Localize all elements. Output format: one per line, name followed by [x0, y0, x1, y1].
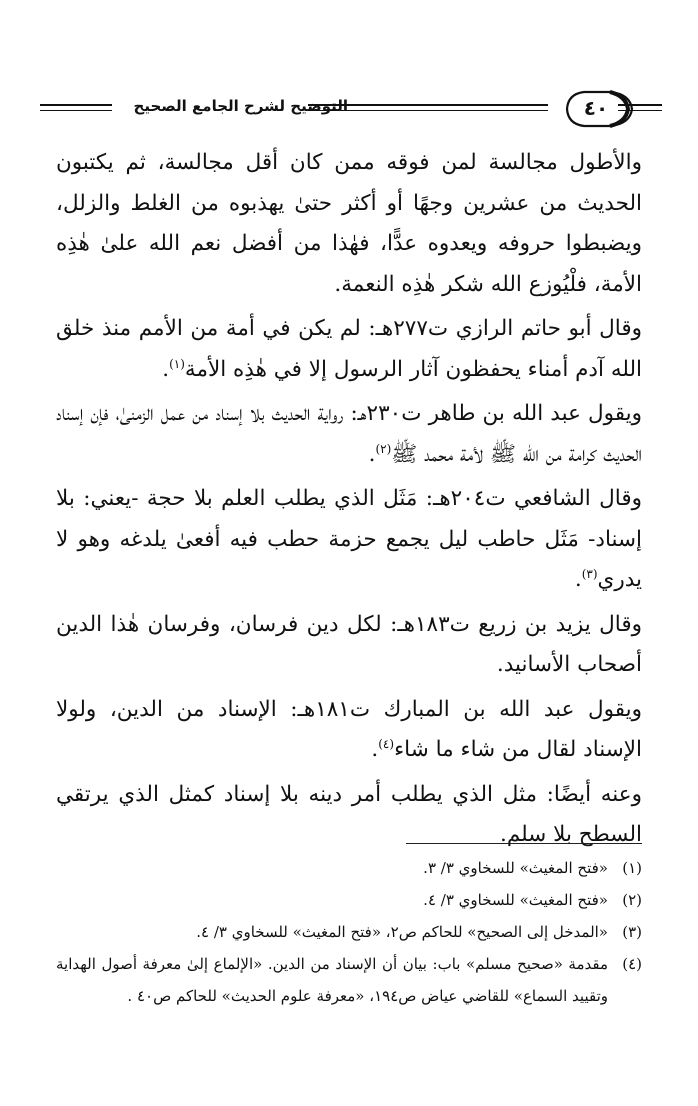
footnote: [56, 852, 642, 884]
main-text: [56, 143, 642, 856]
paragraph-end: .: [368, 441, 376, 467]
paragraph: [56, 394, 642, 475]
paragraph-text: وقال أبو حاتم الرازي ت٢٧٧هـ: لم يكن في أمة من الأمم منذ خلق الله آدم أمناء يحفظون آثار الرسول إلا في هٰذِه الأمة: [56, 316, 642, 382]
running-header: [40, 90, 662, 130]
page-number: ٤٠: [583, 96, 609, 120]
footnote-ref: (٣): [581, 566, 598, 581]
footnote-number: (٣): [622, 923, 642, 941]
footnote-number: (٤): [622, 955, 642, 973]
header-rule: [40, 104, 112, 106]
paragraph: [56, 605, 642, 686]
page-number-badge: [564, 90, 634, 128]
footnote-text: مقدمة «صحيح مسلم» باب: بيان أن الإسناد من الدين. «الإلماع إلىٰ معرفة أصول الهداية وتقييد السماع» للقاضي عياض ص١٩٤، «معرفة علوم الحديث» للحاكم ص٤٠ .: [56, 955, 608, 1005]
paragraph-text: وقال يزيد بن زريع ت١٨٣هـ: لكل دين فرسان، وفرسان هٰذا الدين أصحاب الأسانيد.: [56, 611, 642, 677]
paragraph-text: ويقول عبد الله بن طاهر ت٢٣٠هـ: رواية الحديث بلا إسناد من عمل الزمنىٰ، فإن إسناد الحديث كرامة من الله ﷺ لأمة محمد ﷺ: [56, 401, 642, 467]
footnote: [56, 916, 642, 948]
paragraph-end: .: [574, 567, 582, 592]
paragraph: [56, 309, 642, 390]
footnotes: [56, 852, 642, 1012]
footnote-number: (٢): [622, 891, 642, 909]
footnote-ref: (١): [169, 356, 185, 371]
footnote-separator: [406, 843, 642, 844]
paragraph-text: والأطول مجالسة لمن فوقه ممن كان أقل مجالسة، ثم يكتبون الحديث من عشرين وجهًا أو أكثر حتىٰ يهذبوه من الغلط والزلل، ويضبطوا حروفه ويعدوه عدًّا، فهٰذا من أفضل نعم الله علىٰ هٰذِه الأمة، فلْيُوزع الله شكر هٰذِه النعمة.: [56, 150, 642, 297]
paragraph: [56, 143, 642, 305]
footnote-text: «المدخل إلى الصحيح» للحاكم ص٢، «فتح المغيث» للسخاوي ٣/ ٤.: [196, 923, 608, 941]
footnote: [56, 884, 642, 916]
footnote-ref: (٢): [375, 441, 392, 456]
paragraph: [56, 479, 642, 601]
running-title: التوضيح لشرح الجامع الصحيح: [133, 97, 348, 115]
header-rule: [40, 110, 112, 111]
paragraph: [56, 690, 642, 771]
footnote-text: «فتح المغيث» للسخاوي ٣/ ٣.: [423, 859, 608, 877]
paragraph-text: ويقول عبد الله بن المبارك ت١٨١هـ: الإسناد من الدين، ولولا الإسناد لقال من شاء ما شاء: [56, 696, 642, 762]
footnote-number: (١): [622, 859, 642, 877]
footnote-ref: (٤): [378, 736, 395, 751]
paragraph-text: وعنه أيضًا: مثل الذي يطلب أمر دينه بلا إسناد كمثل الذي يرتقي السطح بلا سلم.: [56, 781, 642, 847]
footnote: [56, 948, 642, 1012]
paragraph-text: وقال الشافعي ت٢٠٤هـ: مَثَل الذي يطلب العلم بلا حجة -يعني: بلا إسناد- مَثَل حاطب ليل يجمع حزمة حطب فيه أفعىٰ يلدغه وهو لا يدري: [56, 486, 642, 592]
paragraph-end: .: [371, 737, 379, 762]
paragraph-end: .: [162, 356, 170, 382]
footnote-text: «فتح المغيث» للسخاوي ٣/ ٤.: [423, 891, 608, 909]
